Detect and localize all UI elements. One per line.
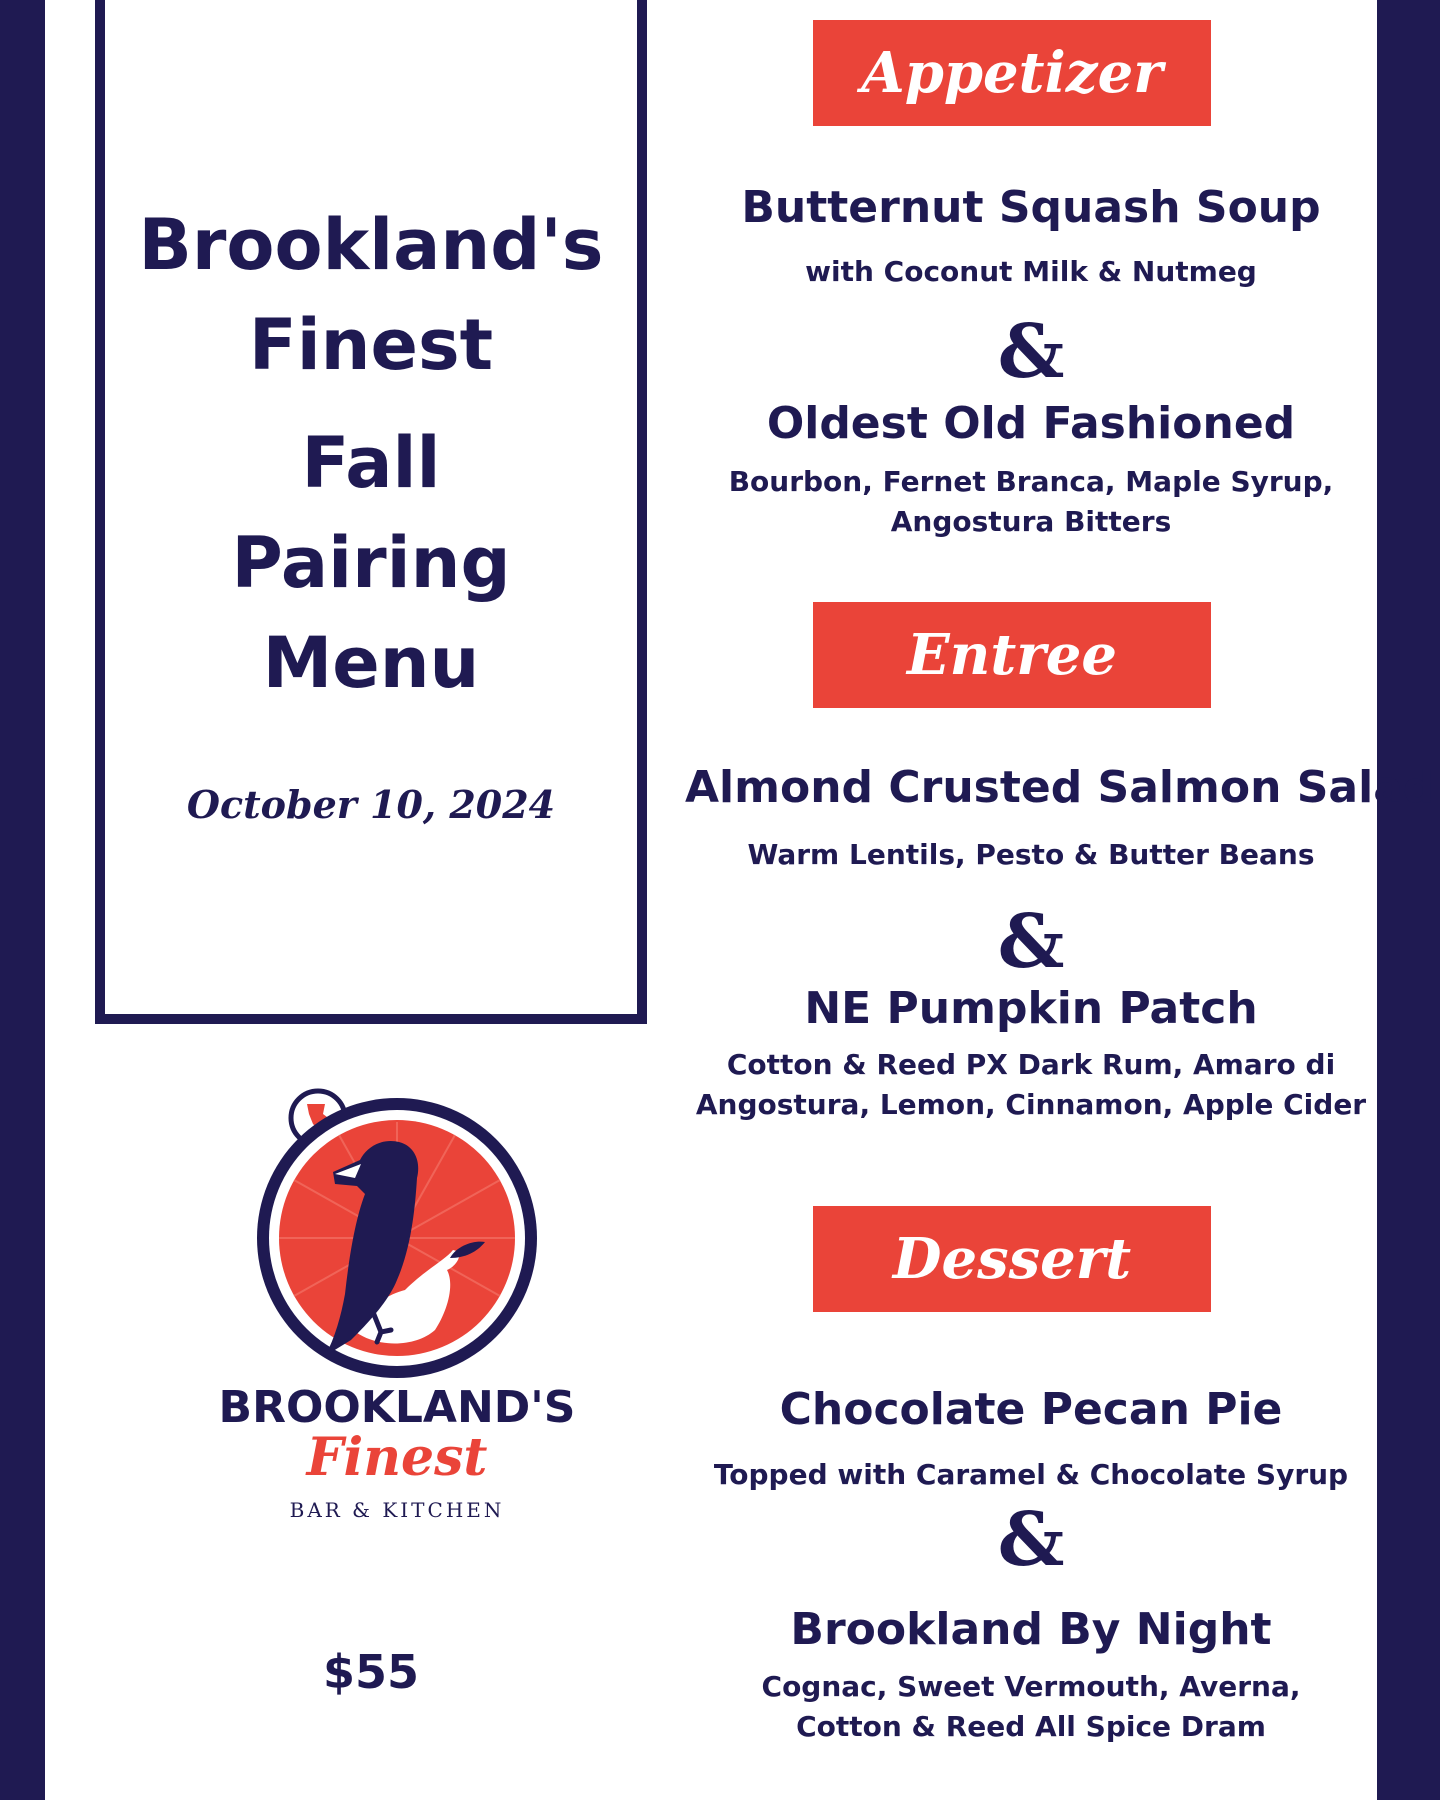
drink-description [685, 1045, 1377, 1125]
course-label-appetizer: Appetizer [813, 20, 1211, 126]
drink-description [685, 1667, 1377, 1747]
dish-description [685, 252, 1377, 292]
dish-name: Butternut Squash Soup [741, 182, 1321, 233]
drink-name: NE Pumpkin Patch [804, 983, 1258, 1034]
pairing-ampersand: & [997, 309, 1065, 395]
desc-line: Cotton & Reed PX Dark Rum, Amaro di [726, 1048, 1336, 1081]
desc-line: Cotton & Reed All Spice Dram [796, 1710, 1266, 1743]
desc-line: with Coconut Milk & Nutmeg [805, 255, 1257, 288]
desc-line: Angostura, Lemon, Cinnamon, Apple Cider [695, 1088, 1367, 1121]
drink-description [685, 462, 1377, 542]
title-line: Finest [248, 304, 494, 386]
course-label-entree: Entree [813, 602, 1211, 708]
pairing-ampersand: & [997, 1497, 1065, 1583]
restaurant-logo [185, 1080, 605, 1560]
title-line: Pairing [231, 522, 511, 604]
drink-name: Brookland By Night [790, 1604, 1272, 1655]
logo-script: Finest [306, 1427, 488, 1488]
pairing-ampersand: & [997, 899, 1065, 985]
dish-description [685, 1455, 1377, 1495]
desc-line: Warm Lentils, Pesto & Butter Beans [747, 838, 1315, 871]
desc-line: Cognac, Sweet Vermouth, Averna, [761, 1670, 1301, 1703]
logo-subtitle: BAR & KITCHEN [289, 1498, 505, 1522]
desc-line: Bourbon, Fernet Branca, Maple Syrup, [728, 465, 1334, 498]
dish-name: Chocolate Pecan Pie [779, 1384, 1283, 1435]
dish-description [685, 835, 1377, 875]
logo-wordmark: BROOKLAND'S [218, 1382, 576, 1433]
course-label-dessert: Dessert [813, 1206, 1211, 1312]
title-line: Brookland's [138, 204, 604, 286]
title-line: Fall [301, 422, 441, 504]
desc-line: Topped with Caramel & Chocolate Syrup [713, 1458, 1349, 1491]
dish-name: Almond Crusted Salmon Salad [685, 762, 1435, 813]
title-line: Menu [262, 622, 480, 704]
desc-line: Angostura Bitters [890, 505, 1172, 538]
drink-name: Oldest Old Fashioned [766, 398, 1296, 449]
menu-title [105, 195, 637, 713]
courses-column [685, 0, 1435, 1800]
event-date: October 10, 2024 [186, 782, 556, 827]
menu-price: $55 [322, 1645, 420, 1699]
menu-page [45, 0, 1435, 1800]
bird-logo-icon [185, 1080, 605, 1560]
